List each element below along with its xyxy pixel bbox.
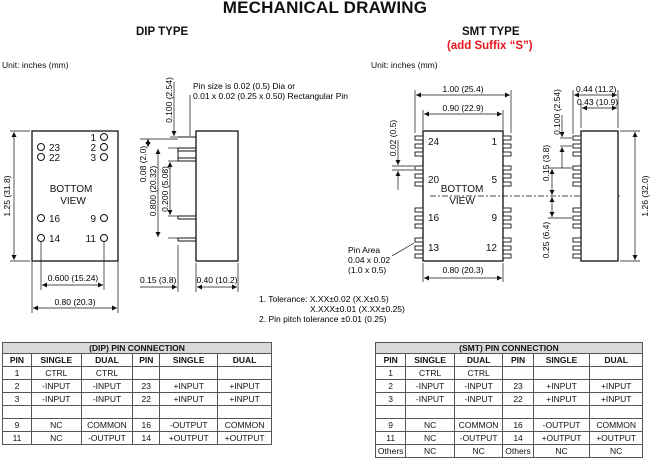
dip-pin-2: 2 xyxy=(90,143,96,154)
smt-025-dim: 0.25 (6.4) xyxy=(541,221,551,259)
smt-043-dim: 0.43 (10.9) xyxy=(577,97,619,107)
tolerance-note-3: 2. Pin pitch tolerance ±0.01 (0.25) xyxy=(259,314,387,324)
table-cell xyxy=(133,406,160,419)
table-cell: 11 xyxy=(376,432,406,445)
table-cell: NC xyxy=(406,419,455,432)
table-cell: -OUTPUT xyxy=(533,419,590,432)
dip-type-label: DIP TYPE xyxy=(136,26,189,38)
dip-pin-offset-dim: 0.100 (2.54) xyxy=(164,77,174,123)
table-row xyxy=(3,419,272,432)
table-cell: CTRL xyxy=(406,367,455,380)
dip-pin-22: 22 xyxy=(49,153,61,164)
table-cell: NC xyxy=(406,432,455,445)
dip-view-label: VIEW xyxy=(60,196,86,207)
table-cell: Others xyxy=(376,445,406,458)
table-row xyxy=(376,393,643,406)
table-cell xyxy=(503,367,533,380)
smt-suffix-label: (add Suffix “S”) xyxy=(447,40,533,52)
table-cell: -INPUT xyxy=(406,393,455,406)
smt-view-label: VIEW xyxy=(449,196,475,207)
smt-pin-20: 20 xyxy=(428,175,440,186)
table-cell: 23 xyxy=(133,380,160,393)
smt-pad-dim: 0.02 (0.5) xyxy=(388,119,398,157)
table-cell: +INPUT xyxy=(160,393,218,406)
table-cell: COMMON xyxy=(218,419,272,432)
table-cell: +INPUT xyxy=(590,380,643,393)
table-cell: -INPUT xyxy=(454,380,503,393)
table-header: SINGLE xyxy=(160,354,218,367)
smt-unit-label: Unit: inches (mm) xyxy=(371,60,438,70)
table-cell: 14 xyxy=(133,432,160,445)
table-cell xyxy=(81,406,133,419)
smt-pin-area-size: 0.04 x 0.02 xyxy=(348,255,391,265)
table-cell: 1 xyxy=(3,367,32,380)
smt-pin-9: 9 xyxy=(491,213,497,224)
table-cell xyxy=(160,406,218,419)
table-cell: 1 xyxy=(376,367,406,380)
dip-pin-3: 3 xyxy=(90,153,96,164)
table-cell: 22 xyxy=(503,393,533,406)
smt-pin-area-mm: (1.0 x 0.5) xyxy=(348,265,387,275)
dip-0200-dim: 0.200 (5.08) xyxy=(160,166,170,212)
dip-outer-width-dim: 0.80 (20.3) xyxy=(54,297,96,307)
table-cell: COMMON xyxy=(454,419,503,432)
table-cell: +INPUT xyxy=(533,380,590,393)
table-cell: 11 xyxy=(3,432,32,445)
smt-outer-width-dim: 1.00 (25.4) xyxy=(442,84,484,94)
table-cell: +INPUT xyxy=(160,380,218,393)
table-cell: +OUTPUT xyxy=(590,432,643,445)
table-cell: 16 xyxy=(133,419,160,432)
table-cell: -INPUT xyxy=(31,380,81,393)
table-row xyxy=(3,393,272,406)
table-cell: 23 xyxy=(503,380,533,393)
table-cell: COMMON xyxy=(81,419,133,432)
dip-pin-table xyxy=(2,342,272,445)
table-cell: NC xyxy=(31,419,81,432)
table-row xyxy=(376,406,643,419)
table-cell: +INPUT xyxy=(533,393,590,406)
tolerance-note-1: 1. Tolerance: X.XX±0.02 (X.X±0.5) xyxy=(259,294,389,304)
smt-pin-12: 12 xyxy=(485,243,497,254)
table-cell xyxy=(133,367,160,380)
table-cell: 2 xyxy=(3,380,32,393)
table-cell xyxy=(218,367,272,380)
page-title: MECHANICAL DRAWING xyxy=(222,0,428,17)
table-header: SINGLE xyxy=(406,354,455,367)
table-cell xyxy=(31,406,81,419)
table-cell xyxy=(406,406,455,419)
table-cell: Others xyxy=(503,445,533,458)
dip-side-view-body xyxy=(196,131,238,261)
table-cell: -INPUT xyxy=(81,380,133,393)
table-cell xyxy=(590,406,643,419)
smt-pin-area-label: Pin Area xyxy=(348,245,381,255)
dip-table-caption: (DIP) PIN CONNECTION xyxy=(3,343,272,354)
dip-pin-9: 9 xyxy=(90,214,96,225)
table-row xyxy=(376,419,643,432)
dip-unit-label: Unit: inches (mm) xyxy=(2,60,69,70)
dip-pin-14: 14 xyxy=(49,234,61,245)
table-header: DUAL xyxy=(218,354,272,367)
dip-depth-dim: 0.40 (10.2) xyxy=(196,275,238,285)
table-header: SINGLE xyxy=(533,354,590,367)
table-cell: +OUTPUT xyxy=(533,432,590,445)
smt-side-view-body xyxy=(581,131,618,261)
table-header: DUAL xyxy=(590,354,643,367)
table-row xyxy=(3,380,272,393)
table-cell xyxy=(590,367,643,380)
smt-pin-1: 1 xyxy=(491,137,497,148)
table-header: DUAL xyxy=(81,354,133,367)
table-cell: NC xyxy=(590,445,643,458)
table-row xyxy=(376,432,643,445)
table-cell: 14 xyxy=(503,432,533,445)
table-cell: NC xyxy=(31,432,81,445)
table-cell xyxy=(160,367,218,380)
table-cell: -INPUT xyxy=(406,380,455,393)
smt-0100-dim: 0.100 (2.54) xyxy=(552,89,562,135)
table-row xyxy=(3,432,272,445)
smt-table-caption: (SMT) PIN CONNECTION xyxy=(376,343,643,354)
dip-pin-size-note-1: Pin size is 0.02 (0.5) Dia or xyxy=(193,81,296,91)
dip-pin-size-note-2: 0.01 x 0.02 (0.25 x 0.50) Rectangular Pin xyxy=(193,91,348,101)
table-cell: +INPUT xyxy=(218,393,272,406)
table-cell xyxy=(218,406,272,419)
dip-008-dim: 0.08 (2.0) xyxy=(138,145,148,183)
smt-pin-24: 24 xyxy=(428,137,440,148)
table-cell xyxy=(533,406,590,419)
table-cell: NC xyxy=(406,445,455,458)
dip-pin-11: 11 xyxy=(85,234,96,245)
table-row xyxy=(3,367,272,380)
dip-height-dim: 1.25 (31.8) xyxy=(2,175,12,217)
dip-pin-length-dim: 0.15 (3.8) xyxy=(140,275,177,285)
smt-015-dim: 0.15 (3.8) xyxy=(541,144,551,182)
table-cell: CTRL xyxy=(81,367,133,380)
table-header: PIN xyxy=(503,354,533,367)
table-cell: +OUTPUT xyxy=(218,432,272,445)
table-row xyxy=(3,406,272,419)
smt-pin-5: 5 xyxy=(491,175,497,186)
table-cell: CTRL xyxy=(454,367,503,380)
table-header: PIN xyxy=(3,354,32,367)
table-cell: NC xyxy=(533,445,590,458)
table-cell: +INPUT xyxy=(590,393,643,406)
table-cell: 22 xyxy=(133,393,160,406)
tolerance-note-2: X.XXX±0.01 (X.XX±0.25) xyxy=(310,304,405,314)
dip-pin-1: 1 xyxy=(90,133,96,144)
dip-bottom-label: BOTTOM xyxy=(49,184,93,195)
table-header: SINGLE xyxy=(31,354,81,367)
smt-pin-table xyxy=(375,342,643,458)
table-cell: -INPUT xyxy=(454,393,503,406)
table-cell: -OUTPUT xyxy=(454,432,503,445)
table-cell: NC xyxy=(454,445,503,458)
table-cell: 2 xyxy=(376,380,406,393)
table-header: DUAL xyxy=(454,354,503,367)
table-cell: +OUTPUT xyxy=(160,432,218,445)
dip-side-pins xyxy=(178,137,196,241)
dip-0800-dim: 0.800 (20.32) xyxy=(148,165,158,217)
smt-044-dim: 0.44 (11.2) xyxy=(576,84,617,94)
table-cell: 3 xyxy=(376,393,406,406)
table-cell xyxy=(376,406,406,419)
table-cell: 9 xyxy=(376,419,406,432)
smt-body-width-dim: 0.80 (20.3) xyxy=(442,265,484,275)
table-row xyxy=(376,445,643,458)
smt-height-dim: 1.26 (32.0) xyxy=(640,175,650,217)
dip-pin-16: 16 xyxy=(49,214,61,225)
table-cell: +INPUT xyxy=(218,380,272,393)
table-cell: 3 xyxy=(3,393,32,406)
table-cell xyxy=(3,406,32,419)
table-cell xyxy=(454,406,503,419)
table-cell: -INPUT xyxy=(31,393,81,406)
table-cell: -OUTPUT xyxy=(160,419,218,432)
dip-inner-width-dim: 0.600 (15.24) xyxy=(47,273,99,283)
table-cell xyxy=(503,406,533,419)
table-row xyxy=(376,380,643,393)
table-header: PIN xyxy=(376,354,406,367)
smt-type-label: SMT TYPE xyxy=(462,26,520,38)
smt-bottom-label: BOTTOM xyxy=(440,184,484,195)
dip-pin-23: 23 xyxy=(49,143,61,154)
smt-inner-width-dim: 0.90 (22.9) xyxy=(442,103,484,113)
table-header: PIN xyxy=(133,354,160,367)
table-cell: -OUTPUT xyxy=(81,432,133,445)
table-cell: 16 xyxy=(503,419,533,432)
table-cell: 9 xyxy=(3,419,32,432)
smt-pin-16: 16 xyxy=(428,213,440,224)
smt-side-pads xyxy=(573,136,581,258)
table-cell: COMMON xyxy=(590,419,643,432)
table-row xyxy=(376,367,643,380)
table-cell xyxy=(533,367,590,380)
table-cell: -INPUT xyxy=(81,393,133,406)
table-cell: CTRL xyxy=(31,367,81,380)
smt-pin-13: 13 xyxy=(428,243,440,254)
